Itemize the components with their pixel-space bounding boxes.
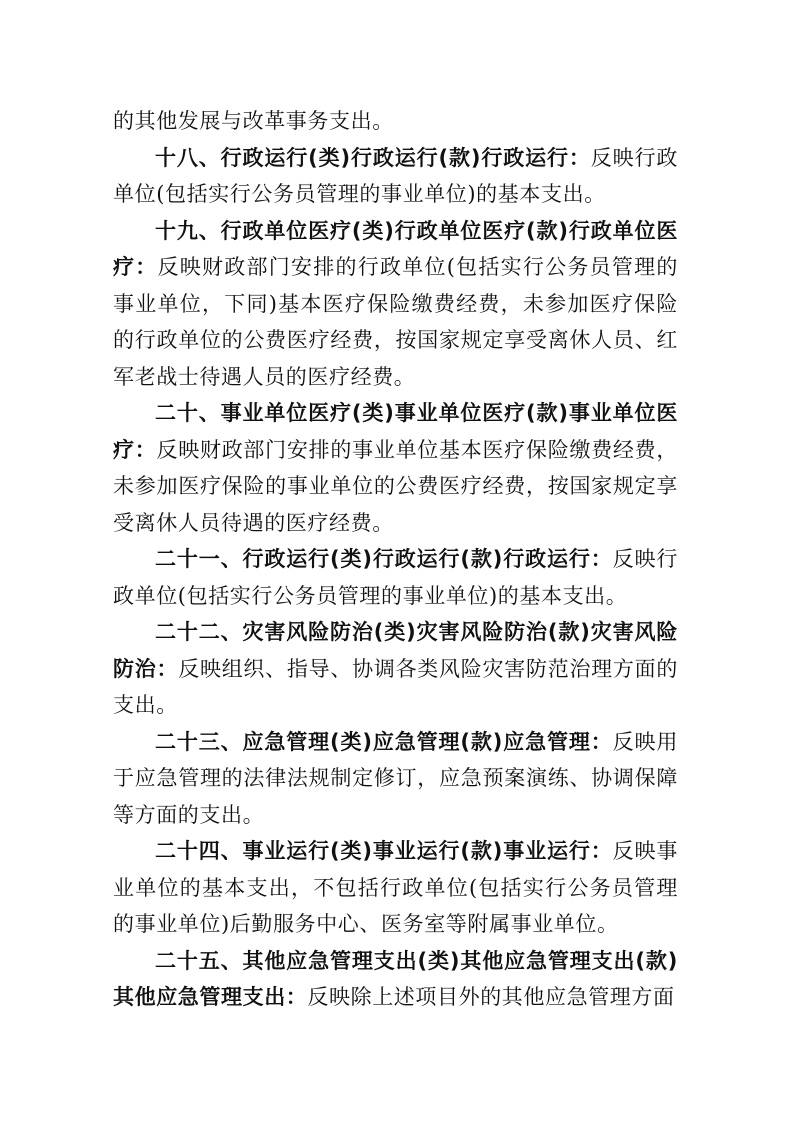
item-25-body: 反映除上述项目外的其他应急管理方面 bbox=[307, 985, 675, 1009]
item-18-paragraph bbox=[113, 140, 678, 213]
item-25-paragraph bbox=[113, 943, 678, 1016]
item-20-body: 反映财政部门安排的事业单位基本医疗保险缴费经费，未参加医疗保险的事业单位的公费医疗经费，按国家规定享受离休人员待遇的医疗经费。 bbox=[113, 437, 679, 535]
item-23-paragraph bbox=[113, 724, 678, 834]
item-22-heading: 二十二、灾害风险防治(类)灾害风险防治(款)灾害风险防治： bbox=[113, 620, 678, 681]
item-24-paragraph bbox=[113, 833, 678, 943]
item-21-body: 反映行政单位(包括实行公务员管理的事业单位)的基本支出。 bbox=[113, 547, 678, 608]
item-21-paragraph bbox=[113, 541, 678, 614]
item-23-body: 反映用于应急管理的法律法规制定修订，应急预案演练、协调保障等方面的支出。 bbox=[113, 729, 678, 827]
item-18-heading: 十八、行政运行(类)行政运行(款)行政运行： bbox=[155, 145, 591, 170]
item-19-body: 反映财政部门安排的行政单位(包括实行公务员管理的事业单位，下同)基本医疗保险缴费经费，未参加医疗保险的行政单位的公费医疗经费，按国家规定享受离休人员、红军老战士待遇人员的医疗经费。 bbox=[113, 255, 678, 389]
item-23-heading: 二十三、应急管理(类)应急管理(款)应急管理： bbox=[155, 729, 613, 754]
item-18-body: 反映行政单位(包括实行公务员管理的事业单位)的基本支出。 bbox=[113, 145, 678, 206]
item-22-body: 反映组织、指导、协调各类风险灾害防范治理方面的支出。 bbox=[113, 656, 678, 717]
continuation-text-content: 的其他发展与改革事务支出。 bbox=[113, 109, 394, 133]
item-19-heading: 十九、行政单位医疗(类)行政单位医疗(款)行政单位医疗： bbox=[113, 218, 678, 279]
item-19-paragraph bbox=[113, 213, 678, 396]
item-21-heading: 二十一、行政运行(类)行政运行(款)行政运行： bbox=[155, 547, 613, 571]
item-24-body: 反映事业单位的基本支出，不包括行政单位(包括实行公务员管理的事业单位)后勤服务中心、医务室等附属事业单位。 bbox=[113, 839, 678, 936]
item-22-paragraph bbox=[113, 614, 678, 724]
item-20-paragraph bbox=[113, 395, 678, 541]
item-24-heading: 二十四、事业运行(类)事业运行(款)事业运行： bbox=[155, 839, 613, 863]
item-20-heading: 二十、事业单位医疗(类)事业单位医疗(款)事业单位医疗： bbox=[113, 401, 678, 462]
continuation-text bbox=[113, 103, 678, 140]
item-25-heading: 二十五、其他应急管理支出(类)其他应急管理支出(款)其他应急管理支出： bbox=[113, 948, 678, 1009]
document-body bbox=[113, 103, 678, 1016]
